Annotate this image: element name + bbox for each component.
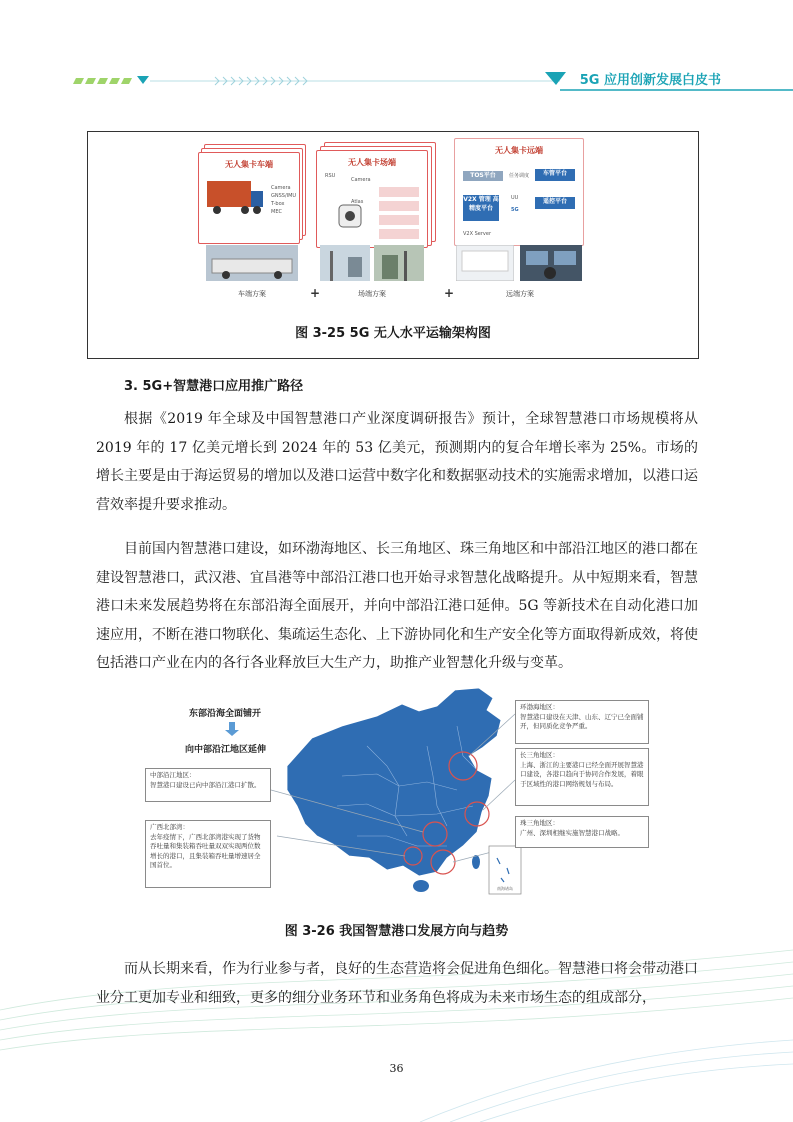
uu-label: UU [511,195,519,201]
yard-spec-rsu: RSU [325,173,336,179]
vehicle-spec-tbox: T-box [271,201,285,207]
callout-central-title: 中部沿江地区： [150,771,196,779]
callout-yangtze-body: 上海、浙江的主要港口已经全面开展智慧港口建设，各港口趋向于协同合作发展，着眼于区域性的港口网络规划与布局。 [520,760,644,788]
remote-panel [454,138,584,248]
yard-panel-title: 无人集卡场端 [348,158,396,167]
callout-central-body: 智慧港口建设已向中部沿江港口扩散。 [150,780,261,789]
yard-spec-camera: Camera [351,177,371,183]
edge-device-icon [335,201,365,231]
figure-3-26 [137,686,656,901]
yard-photo-1 [320,245,370,281]
5g-label: 5G [511,207,519,213]
task-dispatch-label: 任务调度 [509,173,530,179]
v2x-platform-box: V2X 管理 高精度平台 [463,195,499,221]
callout-bohai-title: 环渤海地区： [520,703,559,711]
remote-screen-photo [456,245,514,281]
vehicle-spec-mec: MEC [271,209,282,215]
figure-3-25 [87,131,699,359]
remote-panel-title: 无人集卡远端 [495,146,543,155]
v2x-server-label: V2X Server [463,231,492,237]
callout-pearl-body: 广州、深圳相继实施智慧港口战略。 [520,828,624,837]
paragraph-3: 而从长期来看，作为行业参与者，良好的生态营造将会促进角色细化。智慧港口将会带动港口业分工更加专业和细致，更多的细分业务环节和业务角色将成为未来市场生态的组成部分， [96,961,698,1006]
map-label-central: 向中部沿江地区延伸 [185,745,267,755]
control-room-photo [520,245,582,281]
truck-photo [205,177,267,217]
callout-yangtze [515,748,649,806]
remote-control-box: 遥控平台 [535,197,575,209]
paragraph-1: 根据《2019 年全球及中国智慧港口产业深度调研报告》预计，全球智慧港口市场规模将从 2019 年的 17 亿美元增长到 2024 年的 53 亿美元，预测期内的复合年增长率为 25%。市场的增长主要是由于海运贸易的增加以及港口运营中数字化和数据驱动技术的实施需求增加，以港口运营效率提升要求推动。 [96,411,698,513]
tos-platform-box: TOS平台 [463,171,503,181]
vehicle-spec-gnss: GNSS/IMU [271,193,297,199]
callout-central [145,768,271,802]
plus-sign-2: + [444,286,455,300]
plus-sign-1: + [310,286,321,300]
header-title: 5G 应用创新发展白皮书 [579,73,721,88]
vehicle-mgmt-box: 车管平台 [535,169,575,181]
remote-panel-label: 远端方案 [506,290,534,298]
figure-3-25-caption: 图 3-25 5G 无人水平运输架构图 [295,326,491,341]
callout-guangxi-body: 去年疫情下，广西北部湾港实现了货物吞吐量和集装箱吞吐量双双实现两位数增长的港口，且集装箱吞吐量增速居全国首位。 [150,832,261,869]
yard-spec-atlas: Atlas [351,199,364,205]
down-arrow-icon [225,722,239,736]
yard-photo-2 [374,245,424,281]
callout-pearl-title: 珠三角地区： [520,819,559,827]
paragraph-2: 目前国内智慧港口建设，如环渤海地区、长三角地区、珠三角地区和中部沿江地区的港口都在建设智慧港口，武汉港、宜昌港等中部沿江港口也开始寻求智慧化战略提升。从中短期来看，智慧港口未来发展趋势将在东部沿海全面展开，并向中部沿江港口延伸。5G 等新技术在自动化港口加速应用，不断在港口物联化、集疏运生态化、上下游协同化和生产安全化等方面取得新成效，将使包括港口产业在内的各行各业释放巨大生产力，助推产业智慧化升级与变革。 [96,541,698,671]
callout-bohai [515,700,649,744]
agv-photo [206,245,298,281]
callout-guangxi [145,820,271,888]
callout-pearl [515,816,649,848]
map-label-east: 东部沿海全面铺开 [189,709,262,719]
yard-spec-list [379,187,419,239]
callout-guangxi-title: 广西北部湾： [150,823,189,831]
yard-panel-label: 场端方案 [358,290,386,298]
page-number: 36 [389,1062,404,1075]
south-sea-label: 南海诸岛 [497,886,513,891]
page-header [0,68,793,94]
vehicle-spec-camera: Camera [271,185,291,191]
vehicle-panel-label: 车端方案 [238,290,266,298]
figure-3-26-caption: 图 3-26 我国智慧港口发展方向与趋势 [284,924,509,939]
section-heading: 3. 5G+智慧港口应用推广路径 [124,379,304,394]
callout-bohai-body: 智慧港口建设在天津、山东、辽宁已全面铺开，但同质化竞争严重。 [520,712,644,730]
vehicle-panel-title: 无人集卡车端 [225,160,273,169]
callout-yangtze-title: 长三角地区： [520,751,559,759]
